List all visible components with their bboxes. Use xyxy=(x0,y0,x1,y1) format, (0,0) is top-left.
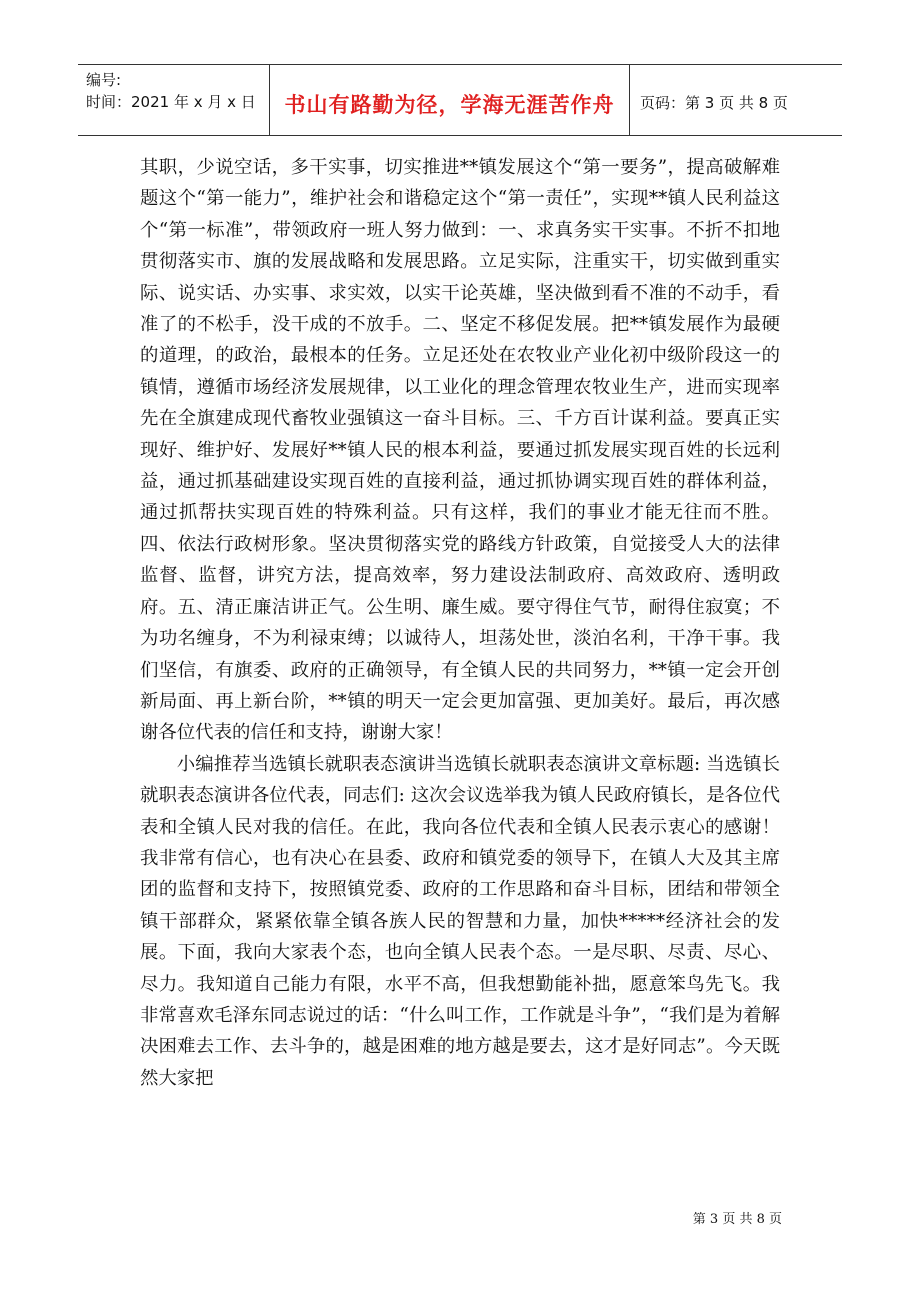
body-paragraph-1: 其职，少说空话，多干实事，切实推进**镇发展这个“第一要务”，提高破解难题这个“第一能力”，维护社会和谐稳定这个“第一责任”，实现**镇人民利益这个“第一标准”，带领政府一班人努力做到：一、求真务实干实事。不折不扣地贯彻落实市、旗的发展战略和发展思路。立足实际，注重实干，切实做到重实际、说实话、办实事、求实效，以实干论英雄，坚决做到看不准的不动手，看准了的不松手，没干成的不放手。二、坚定不移促发展。把**镇发展作为最硬的道理，的政治，最根本的任务。立足还处在农牧业产业化初中级阶段这一的镇情，遵循市场经济发展规律，以工业化的理念管理农牧业生产，进而实现率先在全旗建成现代畜牧业强镇这一奋斗目标。三、千方百计谋利益。要真正实现好、维护好、发展好**镇人民的根本利益，要通过抓发展实现百姓的长远利益，通过抓基础建设实现百姓的直接利益，通过抓协调实现百姓的群体利益，通过抓帮扶实现百姓的特殊利益。只有这样，我们的事业才能无往而不胜。四、依法行政树形象。坚决贯彻落实党的路线方针政策，自觉接受人大的法律监督、监督，讲究方法，提高效率，努力建设法制政府、高效政府、透明政府。五、清正廉洁讲正气。公生明、廉生威。要守得住气节，耐得住寂寞；不为功名缠身，不为利禄束缚；以诚待人，坦荡处世，淡泊名利，干净干事。我们坚信，有旗委、政府的正确领导，有全镇人民的共同努力，**镇一定会开创新局面、再上新台阶，**镇的明天一定会更加富强、更加美好。最后，再次感谢各位代表的信任和支持，谢谢大家！ xyxy=(140,157,780,744)
serial-number-label: 编号: xyxy=(86,71,122,89)
header-page-cell xyxy=(630,65,842,135)
date-label: 时间：2021 年 x 月 x 日 xyxy=(86,93,256,111)
header-info-cell xyxy=(78,65,270,135)
body-paragraph-2: 小编推荐当选镇长就职表态演讲当选镇长就职表态演讲文章标题: 当选镇长就职表态演讲各位代表，同志们: 这次会议选举我为镇人民政府镇长，是各位代表和全镇人民对我的信任。在此，我向各位代表和全镇人民表示衷心的感谢！我非常有信心，也有决心在县委、政府和镇党委的领导下，在镇人大及其主席团的监督和支持下，按照镇党委、政府的工作思路和奋斗目标，团结和带领全镇干部群众，紧紧依靠全镇各族人民的智慧和力量，加快*****经济社会的发展。下面，我向大家表个态，也向全镇人民表个态。一是尽职、尽责、尽心、尽力。我知道自己能力有限，水平不高，但我想勤能补拙，愿意笨鸟先飞。我非常喜欢毛泽东同志说过的话：“什么叫工作，工作就是斗争”，“我们是为着解决困难去工作、去斗争的，越是困难的地方越是要去，这才是好同志”。今天既然大家把 xyxy=(140,753,780,1089)
page-footer: 第 3 页 共 8 页 xyxy=(692,1212,782,1227)
header-page-code: 页码：第 3 页 共 8 页 xyxy=(640,94,788,112)
document-body xyxy=(140,152,780,1094)
header-motto-cell xyxy=(270,65,630,135)
page-header xyxy=(78,64,842,136)
header-motto: 书山有路勤为径，学海无涯苦作舟 xyxy=(284,93,615,117)
